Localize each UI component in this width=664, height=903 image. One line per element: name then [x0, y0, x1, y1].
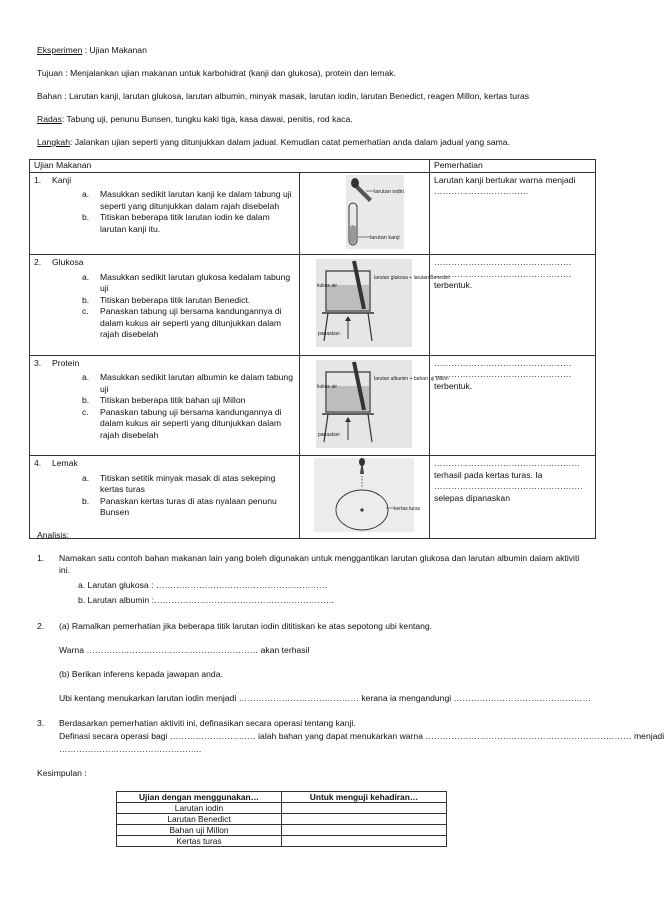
- analisis-title: Analisis:: [37, 530, 69, 540]
- langkah-value: : Jalankan ujian seperti yang ditunjukkan dalam jadual. Kemudian catat pemerhatian anda dalam jadual yang sama.: [69, 137, 510, 147]
- kesimpulan-title: Kesimpulan :: [37, 768, 87, 778]
- table-row: [117, 836, 447, 847]
- figure-label: larutan iodin: [374, 188, 404, 195]
- reagent-cell: Larutan Benedict: [117, 814, 282, 825]
- reagent-cell: Larutan iodin: [117, 803, 282, 814]
- figure-label: panaskan: [318, 431, 340, 438]
- row-number: 1.: [34, 174, 42, 185]
- step-letter: a.: [82, 271, 90, 282]
- question-1-number: 1.: [37, 553, 45, 563]
- answer-cell[interactable]: [282, 836, 447, 847]
- observation-blank: ……………………………………………: [434, 458, 581, 468]
- figure-cell: [300, 255, 450, 356]
- step-item: [82, 189, 295, 212]
- filter-paper-figure: [304, 458, 424, 532]
- table-row-kanji: [30, 172, 596, 255]
- step-text: Titiskan beberapa titik larutan iodin ke dalam larutan kanji itu.: [100, 212, 270, 234]
- figure-label: larutan kanji: [370, 234, 400, 241]
- row-number: 3.: [34, 357, 42, 368]
- answer-cell[interactable]: [282, 825, 447, 836]
- table-row: [117, 814, 447, 825]
- step-letter: b.: [82, 294, 90, 305]
- test-cell: [30, 255, 300, 356]
- step-item: [82, 395, 295, 407]
- step-text: Panaskan kertas turas di atas nyalaan penunu Bunsen: [100, 495, 277, 517]
- step-item: [82, 473, 295, 496]
- observation-text: terbentuk.: [434, 380, 473, 391]
- figure-label: larutan albumin + bahan uji Millon: [374, 375, 449, 382]
- step-item: [82, 372, 295, 395]
- table-row-lemak: [30, 456, 596, 539]
- observation-blank: …………………………………………: [434, 268, 572, 279]
- observation-text: terbentuk.: [434, 280, 473, 290]
- observation-text: selepas dipanaskan: [434, 492, 510, 503]
- step-text: Masukkan sedikit larutan kanji ke dalam tabung uji seperti yang ditunjukkan dalam rajah disebelah: [100, 189, 292, 211]
- question-2b: (b) Berikan inferens kepada jawapan anda.: [59, 669, 223, 679]
- table-row-protein: [30, 355, 596, 456]
- figure-cell: [300, 355, 449, 456]
- row-title: Glukosa: [52, 257, 84, 267]
- observation-cell: [430, 172, 596, 255]
- row-title: Kanji: [52, 174, 72, 185]
- tujuan-line: Tujuan : Menjalankan ujian makanan untuk karbohidrat (kanji dan glukosa), protein dan lemak.: [37, 68, 396, 78]
- reagent-cell: Bahan uji Millon: [117, 825, 282, 836]
- row-title: Protein: [52, 357, 80, 368]
- figure-label: panaskan: [318, 331, 340, 337]
- observation-text: terhasil pada kertas turas. Ia: [434, 469, 543, 480]
- radas-value: : Tabung uji, penunu Bunsen, tungku kaki tiga, kasa dawai, penitis, rod kaca.: [61, 114, 353, 124]
- step-letter: c.: [82, 306, 89, 316]
- step-letter: a.: [82, 189, 90, 199]
- question-2a: (a) Ramalkan pemerhatian jika beberapa titik larutan iodin dititiskan ke atas sepotong ubi kentang.: [59, 621, 433, 631]
- question-1-text: Namakan satu contoh bahan makanan lain yang boleh digunakan untuk menggantikan larutan glukosa dan larutan albumin dalam aktiviti: [59, 553, 580, 563]
- table-row: [117, 825, 447, 836]
- observation-blank: …………………………………………….: [434, 481, 583, 491]
- reagent-cell: Kertas turas: [117, 836, 282, 847]
- step-letter: b.: [82, 495, 90, 506]
- step-letter: b.: [82, 395, 90, 405]
- step-item: [82, 306, 295, 341]
- test-cell: [30, 355, 300, 456]
- figure-label: kertas turas: [394, 506, 421, 512]
- table-row-glukosa: [30, 255, 596, 356]
- observation-cell: [430, 456, 596, 539]
- kesimpulan-table: [116, 791, 447, 847]
- row-number: 4.: [34, 458, 42, 468]
- question-2-number: 2.: [37, 621, 45, 631]
- observation-cell: [430, 355, 596, 456]
- step-letter: b.: [82, 212, 90, 222]
- observation-text: Larutan kanji bertukar warna menjadi: [434, 174, 576, 185]
- eksperimen-label: Eksperimen: [37, 45, 83, 55]
- question-1a: a. Larutan glukosa : ……………………………………………………: [78, 580, 328, 590]
- radas-label: Radas: [37, 114, 62, 124]
- step-text: Titiskan beberapa titik bahan uji Millon: [100, 395, 246, 405]
- step-item: [82, 272, 295, 295]
- row-number: 2.: [34, 257, 42, 267]
- step-item: [82, 295, 295, 307]
- answer-cell[interactable]: [282, 814, 447, 825]
- water-bath-figure: [304, 257, 450, 349]
- figure-label: kukus air: [317, 383, 338, 390]
- water-bath-figure: [304, 358, 449, 450]
- kesimpulan-header: Untuk menguji kehadiran…: [282, 792, 447, 803]
- step-item: [82, 212, 295, 235]
- figure-cell: [300, 456, 430, 539]
- observation-blank: …………………………………………: [434, 369, 572, 379]
- observation-cell: [430, 255, 596, 356]
- eksperimen-line: [37, 45, 147, 55]
- question-1b: b. Larutan albumin :………………………………………………………: [78, 595, 335, 605]
- bahan-line: Bahan : Larutan kanji, larutan glukosa, larutan albumin, minyak masak, larutan iodin, larutan Benedict, reagen Millon, kertas turas: [37, 91, 530, 101]
- eksperimen-value: : Ujian Makanan: [84, 45, 147, 55]
- table-header-pemerhatian: Pemerhatian: [430, 160, 596, 173]
- radas-line: [37, 114, 353, 124]
- step-letter: a.: [82, 472, 90, 483]
- observation-blank: ……………………………: [434, 186, 529, 196]
- step-letter: c.: [82, 406, 89, 417]
- step-text: Panaskan tabung uji bersama kandungannya di dalam kukus air seperti yang ditunjukkan dalam rajah disebelah: [100, 306, 282, 339]
- langkah-label: Langkah: [37, 137, 70, 147]
- test-cell: [30, 456, 300, 539]
- observation-blank: …………………………………………: [434, 357, 572, 368]
- question-3-definition: Definasi secara operasi bagi ………………………… ialah bahan yang dapat menukarkan warna ……………………………………………………………… menjadi: [59, 731, 664, 741]
- row-title: Lemak: [52, 458, 78, 468]
- question-1-text-cont: ini.: [59, 565, 70, 575]
- ujian-makanan-table: [29, 159, 596, 539]
- question-2-ubi: Ubi kentang menukarkan larutan iodin menjadi …………………………………… kerana ia mengandungi …………………………………………: [59, 693, 592, 703]
- step-text: Masukkan sedikit larutan glukosa kedalam tabung uji: [100, 271, 291, 293]
- test-cell: [30, 172, 300, 255]
- question-2-warna: Warna …………………………………………………… akan terhasil: [59, 645, 310, 655]
- langkah-line: [37, 137, 510, 147]
- figure-label: larutan glukosa + larutan Benedict: [374, 275, 450, 281]
- figure-label: kukus air: [317, 283, 338, 289]
- answer-cell[interactable]: [282, 803, 447, 814]
- step-text: Titiskan beberapa titik larutan Benedict.: [100, 294, 251, 305]
- table-row: [117, 803, 447, 814]
- observation-blank: …………………………………………: [434, 257, 572, 267]
- step-letter: a.: [82, 372, 90, 382]
- question-3-text: Berdasarkan pemerhatian aktiviti ini, definasikan secara operasi tentang kanji.: [59, 718, 356, 728]
- dropper-test-tube-figure: [304, 175, 424, 249]
- question-3-number: 3.: [37, 718, 45, 728]
- question-3-blank: …………………………………………..: [59, 744, 202, 754]
- step-item: [82, 407, 295, 442]
- step-text: Titiskan setitik minyak masak di atas sekeping kertas turas: [100, 472, 276, 494]
- step-item: [82, 496, 295, 519]
- step-text: Panaskan tabung uji bersama kandungannya di dalam kukus air seperti yang ditunjukkan dalam rajah disebelah: [100, 406, 282, 440]
- table-header-ujian: Ujian Makanan: [30, 160, 430, 173]
- step-text: Masukkan sedikit larutan albumin ke dalam tabung uji: [100, 372, 293, 394]
- kesimpulan-header: Ujian dengan menggunakan…: [117, 792, 282, 803]
- figure-cell: [300, 172, 430, 255]
